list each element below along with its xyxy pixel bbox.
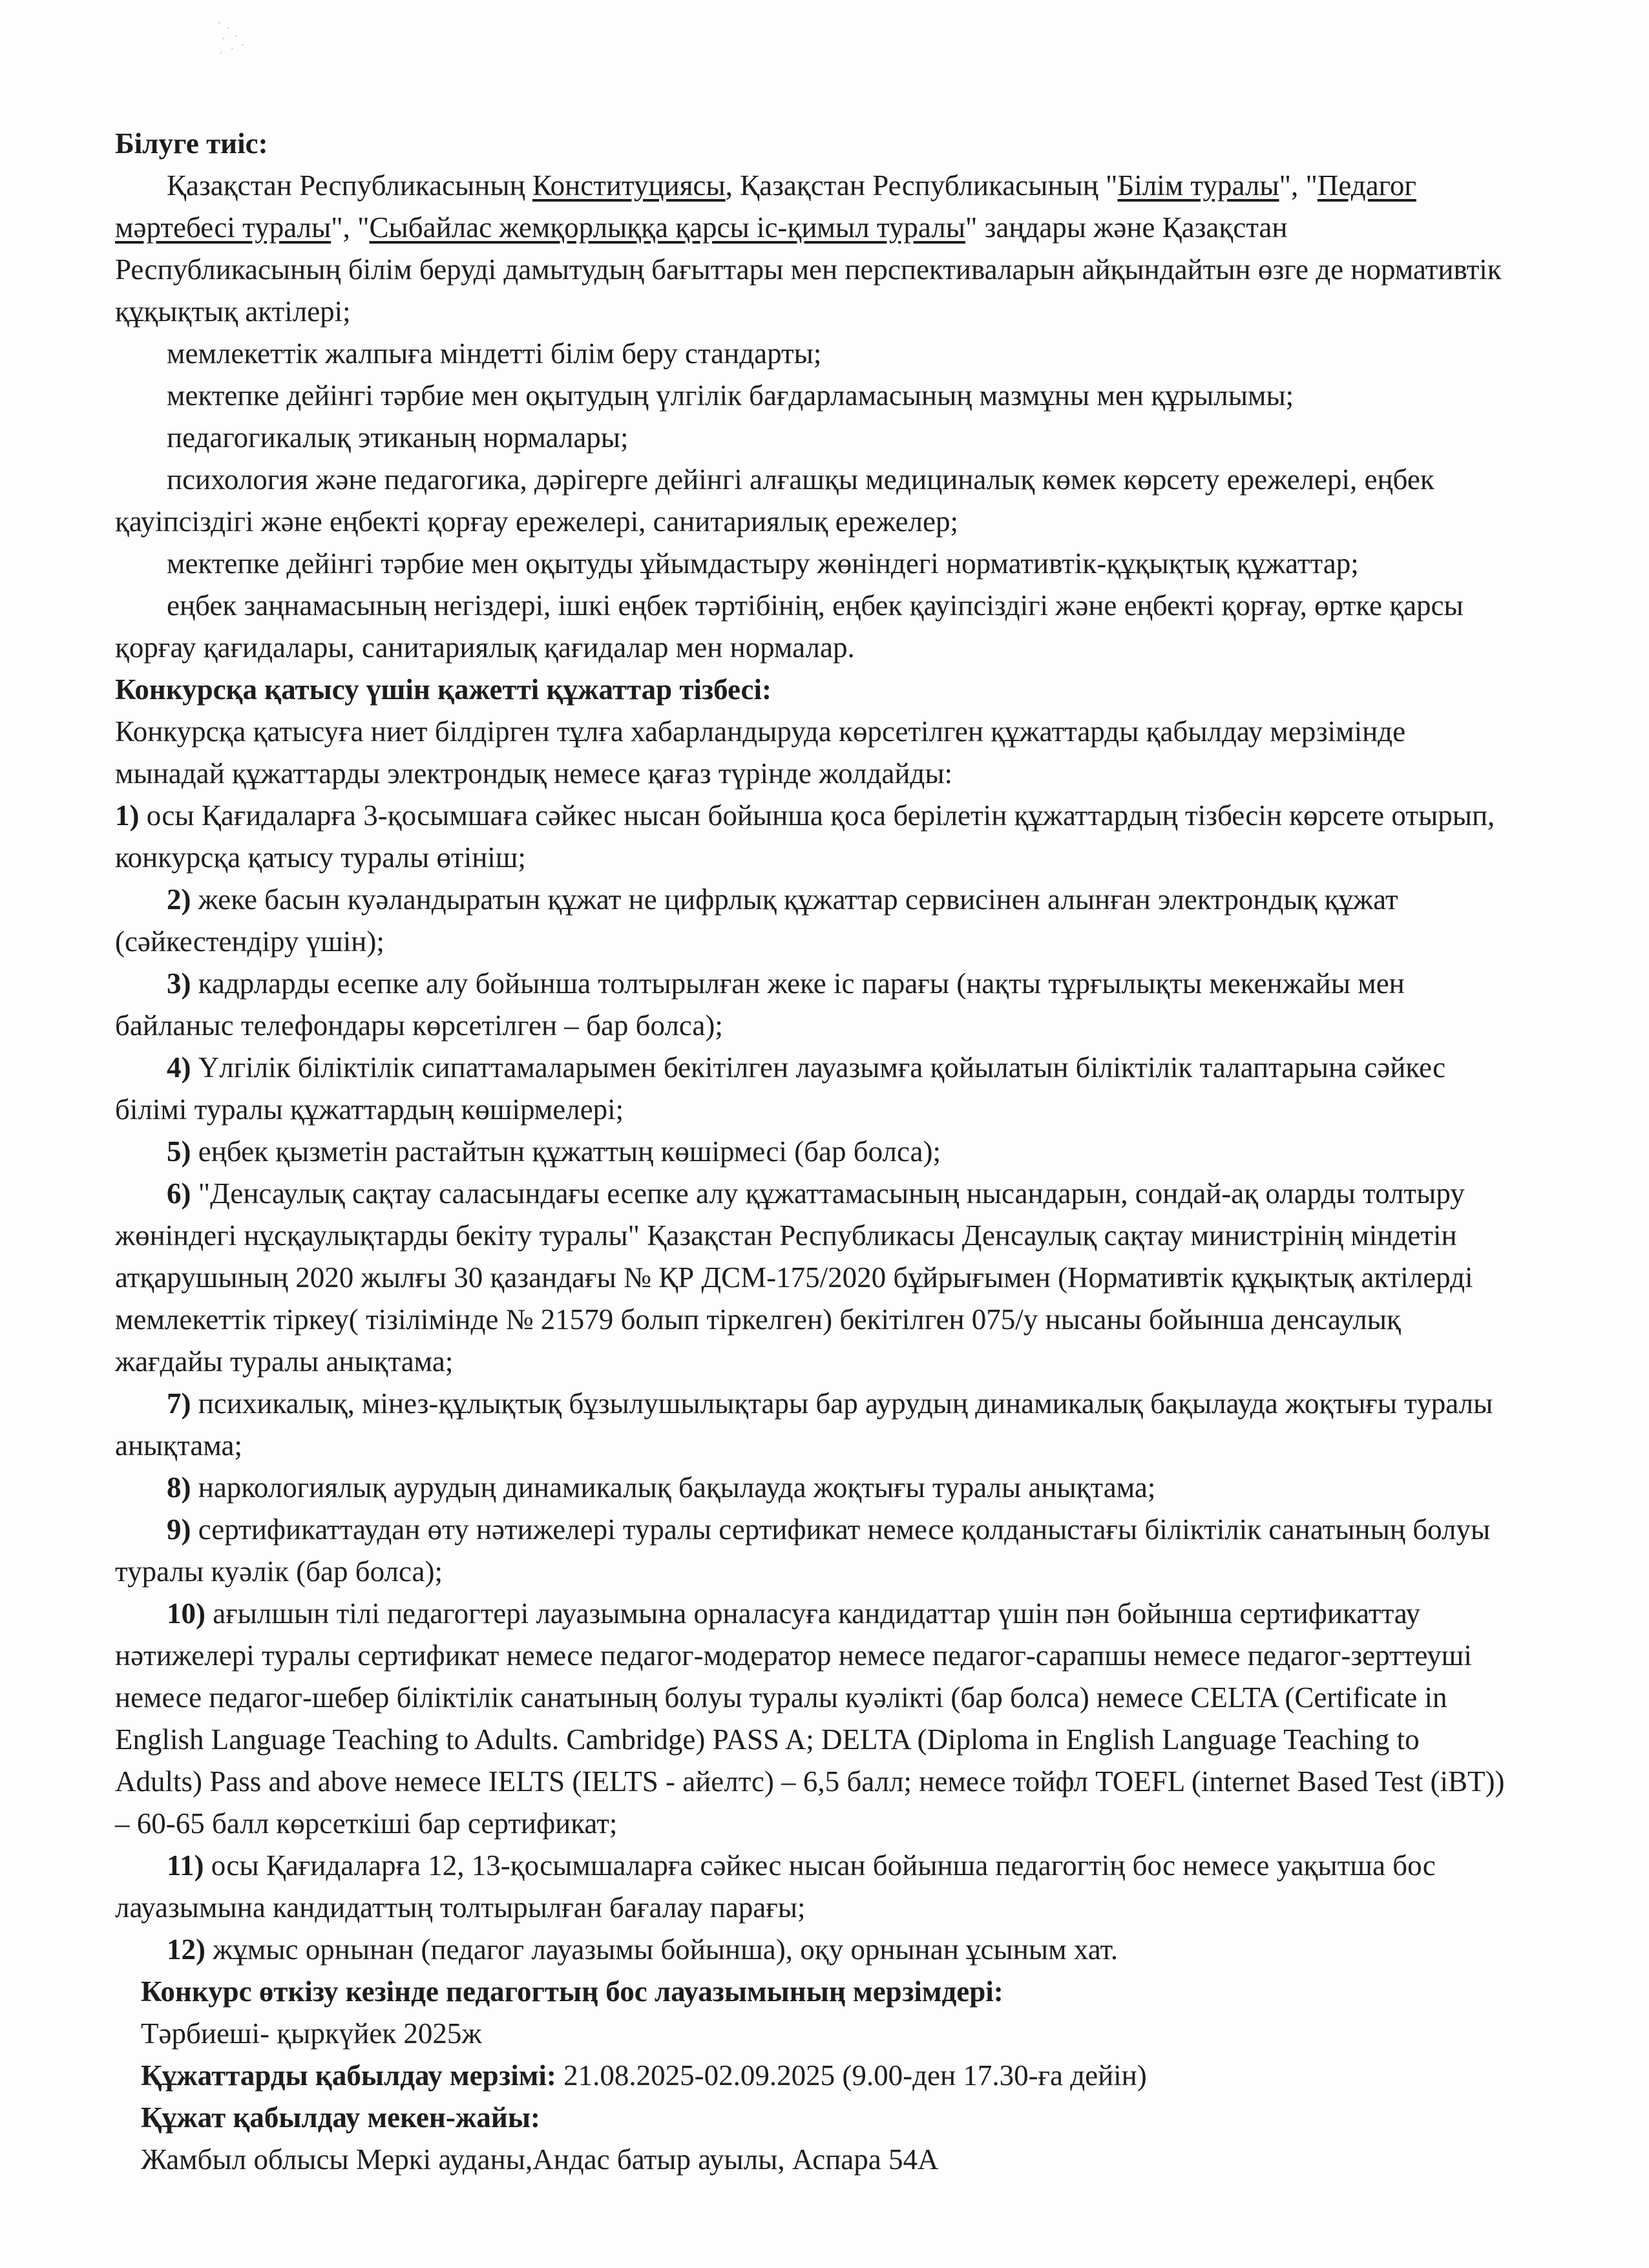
- know-intro-part-4: ", ": [331, 211, 370, 244]
- item-text: сертификаттаудан өту нәтижелері туралы сертификат немесе қолданыстағы біліктілік санатының болуы туралы куәлік (бар болса);: [115, 1513, 1491, 1588]
- know-item: педагогикалық этиканың нормалары;: [167, 421, 629, 454]
- item-text: еңбек қызметін растайтын құжаттың көшірмесі (бар болса);: [191, 1135, 941, 1168]
- link-teacher-status-law[interactable]: Педагог мәртебесі туралы: [115, 169, 1416, 244]
- item-number: 1): [115, 799, 140, 832]
- know-item: мектепке дейінгі тәрбие мен оқытудың үлгілік бағдарламасының мазмұны мен құрылымы;: [167, 379, 1294, 412]
- item-number: 4): [167, 1051, 191, 1084]
- docs-item-12: [115, 1929, 1511, 1971]
- item-number: 8): [167, 1471, 191, 1504]
- vacancy-heading: Конкурс өткізу кезінде педагогтың бос лауазымының мерзімдері:: [141, 1975, 1003, 2008]
- item-text: ағылшын тілі педагогтері лауазымына орналасуға кандидаттар үшін пән бойынша сертификаттау нәтижелері туралы сертификат немесе педагог-модератор немесе педагог-сарапшы немесе педагог-зерттеуші немесе педагог-шебер біліктілік санатының болуы туралы куәлікті (бар болса) немесе CELTA (Certificate in English Language Teaching to Adults. Cambridge) PASS A; DELTA (Diploma in English Language Teaching to Adults) Pass and above немесе IELTS (IELTS - айелтс) – 6,5 балл; немесе тойфл TOEFL (internet Based Test (iBT)) – 60-65 балл көрсеткіші бар сертификат;: [115, 1597, 1505, 1840]
- item-text: жұмыс орнынан (педагог лауазымы бойынша), оқу орнынан ұсыным хат.: [205, 1933, 1119, 1966]
- item-number: 7): [167, 1387, 191, 1420]
- docs-item-8: [115, 1467, 1511, 1509]
- item-number: 11): [167, 1849, 204, 1882]
- item-number: 3): [167, 967, 191, 1000]
- know-intro-part-5: " заңдары және Қазақстан Республикасының білім беруді дамытудың бағыттары мен перспективаларын айқындайтын өзге де нормативтік құқықтық актілері;: [115, 211, 1502, 328]
- docs-item-5: [115, 1131, 1511, 1173]
- link-constitution[interactable]: Конституциясы: [532, 169, 726, 202]
- docs-item-9: [115, 1509, 1511, 1593]
- item-number: 6): [167, 1177, 191, 1210]
- docs-intro: Конкурсқа қатысуға ниет білдірген тұлға хабарландыруда көрсетілген құжаттарды қабылдау мерзімінде мынадай құжаттарды электрондық немесе қағаз түрінде жолдайды:: [115, 715, 1406, 790]
- docs-item-4: [115, 1047, 1511, 1131]
- item-text: кадрларды есепке алу бойынша толтырылған жеке іс парағы (нақты тұрғылықты мекенжайы мен байланыс телефондары көрсетілген – бар болса);: [115, 967, 1405, 1042]
- docs-item-2: [115, 879, 1511, 963]
- docs-item-6: [115, 1173, 1511, 1383]
- know-intro-part-3: ", ": [1279, 169, 1318, 202]
- docs-item-1: [115, 795, 1511, 879]
- accept-value: 21.08.2025-02.09.2025 (9.00-ден 17.30-ға дейін): [556, 2059, 1147, 2092]
- know-intro: [115, 165, 1511, 333]
- vacancy-value: Тәрбиеші- қыркүйек 2025ж: [141, 2017, 482, 2050]
- docs-item-10: [115, 1593, 1511, 1845]
- docs-item-7: [115, 1383, 1511, 1467]
- know-intro-part-1: Қазақстан Республикасының: [167, 169, 532, 202]
- accept-label: Құжаттарды қабылдау мерзімі:: [141, 2059, 556, 2092]
- know-heading: Білуге тиіс:: [115, 127, 268, 160]
- know-item: еңбек заңнамасының негіздері, ішкі еңбек тәртібінің, еңбек қауіпсіздігі және еңбекті қорғау, өртке қарсы қорғау қағидалары, санитариялық қағидалар мен нормалар.: [115, 589, 1464, 664]
- item-number: 2): [167, 883, 191, 916]
- item-number: 9): [167, 1513, 191, 1546]
- item-number: 5): [167, 1135, 191, 1168]
- item-text: "Денсаулық сақтау саласындағы есепке алу құжаттамасының нысандарын, сондай-ақ оларды толтыру жөніндегі нұсқаулықтарды бекіту туралы" Қазақстан Республикасы Денсаулық сақтау министрінің міндетін атқарушының 2020 жылғы 30 қазандағы № ҚР ДСМ-175/2020 бұйрығымен (Нормативтік құқықтық актілерді мемлекеттік тіркеу( тізілімінде № 21579 болып тіркелген) бекітілген 075/у нысаны бойынша денсаулық жағдайы туралы анықтама;: [115, 1177, 1473, 1378]
- link-education-law[interactable]: Білім туралы: [1117, 169, 1279, 202]
- address-heading: Құжат қабылдау мекен-жайы:: [141, 2101, 540, 2134]
- document-body: [115, 123, 1511, 2181]
- docs-item-11: [115, 1845, 1511, 1929]
- accept-period: [141, 2055, 1511, 2097]
- item-number: 10): [167, 1597, 205, 1630]
- item-text: жеке басын куәландыратын құжат не цифрлық құжаттар сервисінен алынған электрондық құжат (сәйкестендіру үшін);: [115, 883, 1398, 958]
- item-text: наркологиялық аурудың динамикалық бақылауда жоқтығы туралы анықтама;: [191, 1471, 1156, 1504]
- know-item: мемлекеттік жалпыға міндетті білім беру стандарты;: [167, 337, 822, 370]
- know-intro-part-2: , Қазақстан Республикасының ": [725, 169, 1118, 202]
- item-text: психикалық, мінез-құлықтық бұзылушылықтары бар аурудың динамикалық бақылауда жоқтығы туралы анықтама;: [115, 1387, 1493, 1462]
- address-value: Жамбыл облысы Меркі ауданы,Андас батыр ауылы, Аспара 54А: [141, 2143, 939, 2176]
- item-text: осы Қағидаларға 3-қосымшаға сәйкес нысан бойынша қоса берілетін құжаттардың тізбесін көрсете отырып, конкурсқа қатысу туралы өтініш;: [115, 799, 1495, 874]
- docs-heading: Конкурсқа қатысу үшін қажетті құжаттар тізбесі:: [115, 673, 772, 706]
- item-text: осы Қағидаларға 12, 13-қосымшаларға сәйкес нысан бойынша педагогтің бос немесе уақытша бос лауазымына кандидаттың толтырылған бағалау парағы;: [115, 1849, 1436, 1924]
- know-item: психология және педагогика, дәрігерге дейінгі алғашқы медициналық көмек көрсету ережелері, еңбек қауіпсіздігі және еңбекті қорғау ережелері, санитариялық ережелер;: [115, 463, 1434, 538]
- item-text: Үлгілік біліктілік сипаттамаларымен бекітілген лауазымға қойылатын біліктілік талаптарына сәйкес білімі туралы құжаттардың көшірмелері;: [115, 1051, 1446, 1126]
- link-anticorruption-law[interactable]: Сыбайлас жемқорлыққа қарсы іс-қимыл туралы: [369, 211, 965, 244]
- docs-item-3: [115, 963, 1511, 1047]
- know-item: мектепке дейінгі тәрбие мен оқытуды ұйымдастыру жөніндегі нормативтік-құқықтық құжаттар;: [167, 547, 1359, 580]
- item-number: 12): [167, 1933, 205, 1966]
- scan-speck: [213, 18, 252, 63]
